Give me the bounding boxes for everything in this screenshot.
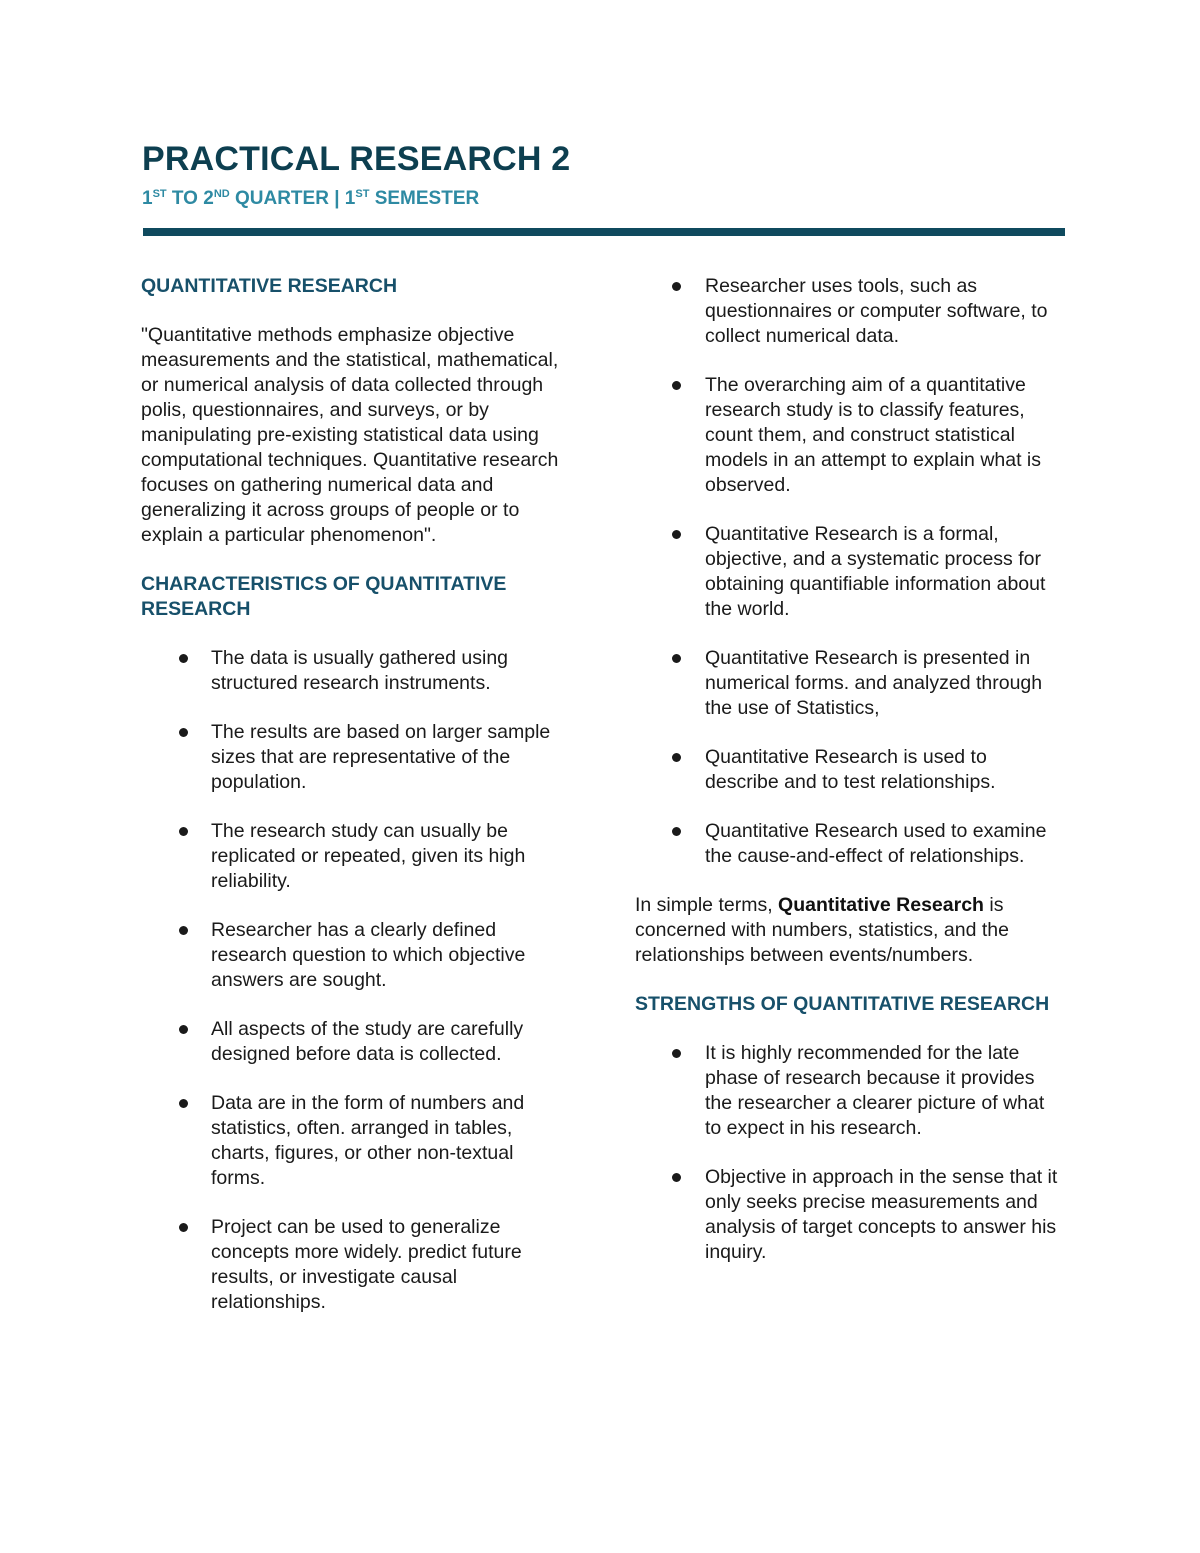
list-item: All aspects of the study are carefully designed before data is collected.	[141, 1017, 571, 1067]
list-item: It is highly recommended for the late phase of research because it provides the researcher a clearer picture of what to expect in his research.	[635, 1041, 1060, 1141]
section-heading-strengths: STRENGTHS OF QUANTITATIVE RESEARCH	[635, 993, 1050, 1015]
bullet-icon	[179, 1025, 188, 1034]
bullet-icon	[672, 827, 681, 836]
list-item: Quantitative Research is presented in numerical forms. and analyzed through the use of Statistics,	[635, 646, 1060, 721]
bullet-icon	[672, 753, 681, 762]
right-column	[635, 274, 1060, 1289]
summary-paragraph: In simple terms, Quantitative Research is concerned with numbers, statistics, and the relationships between events/numbers.	[635, 894, 1009, 966]
list-item: Quantitative Research is used to describe and to test relationships.	[635, 745, 1060, 795]
bullet-icon	[179, 654, 188, 663]
page-title: PRACTICAL RESEARCH 2	[142, 140, 571, 178]
list-item: The data is usually gathered using structured research instruments.	[141, 646, 571, 696]
bullet-icon	[672, 654, 681, 663]
characteristics-list-continued	[635, 274, 1060, 869]
list-item: Quantitative Research used to examine the cause-and-effect of relationships.	[635, 819, 1060, 869]
list-item: The results are based on larger sample sizes that are representative of the population.	[141, 720, 571, 795]
bullet-icon	[672, 1173, 681, 1182]
bullet-icon	[179, 728, 188, 737]
list-item: Data are in the form of numbers and statistics, often. arranged in tables, charts, figures, or other non-textual forms.	[141, 1091, 571, 1191]
list-item: Project can be used to generalize concepts more widely. predict future results, or investigate causal relationships.	[141, 1215, 571, 1315]
list-item: Objective in approach in the sense that it only seeks precise measurements and analysis of target concepts to answer his inquiry.	[635, 1165, 1060, 1265]
list-item: The research study can usually be replicated or repeated, given its high reliability.	[141, 819, 571, 894]
bullet-icon	[672, 381, 681, 390]
list-item: Researcher uses tools, such as questionnaires or computer software, to collect numerical data.	[635, 274, 1060, 349]
section-heading-quantitative: QUANTITATIVE RESEARCH	[141, 275, 398, 297]
bullet-icon	[179, 926, 188, 935]
bullet-icon	[672, 282, 681, 291]
bullet-icon	[672, 1049, 681, 1058]
strengths-list	[635, 1041, 1060, 1265]
bullet-icon	[179, 1099, 188, 1108]
definition-paragraph: "Quantitative methods emphasize objective measurements and the statistical, mathematical, or numerical analysis of data collected through polis, questionnaires, and surveys, or by manipulating pre-existing statistical data using computational techniques. Quantitative research focuses on gathering numerical data and generalizing it across groups of people or to explain a particular phenomenon".	[141, 324, 559, 546]
header-divider	[143, 228, 1065, 236]
bullet-icon	[179, 1223, 188, 1232]
list-item: Quantitative Research is a formal, objective, and a systematic process for obtaining quantifiable information about the world.	[635, 522, 1060, 622]
list-item: The overarching aim of a quantitative research study is to classify features, count them, and construct statistical models in an attempt to explain what is observed.	[635, 373, 1060, 498]
bullet-icon	[179, 827, 188, 836]
list-item: Researcher has a clearly defined research question to which objective answers are sought.	[141, 918, 571, 993]
characteristics-list	[141, 646, 571, 1315]
page-subtitle: 1ST TO 2ND QUARTER | 1ST SEMESTER	[142, 188, 480, 209]
left-column	[141, 274, 571, 1339]
section-heading-characteristics: CHARACTERISTICS OF QUANTITATIVE RESEARCH	[141, 573, 507, 620]
bullet-icon	[672, 530, 681, 539]
